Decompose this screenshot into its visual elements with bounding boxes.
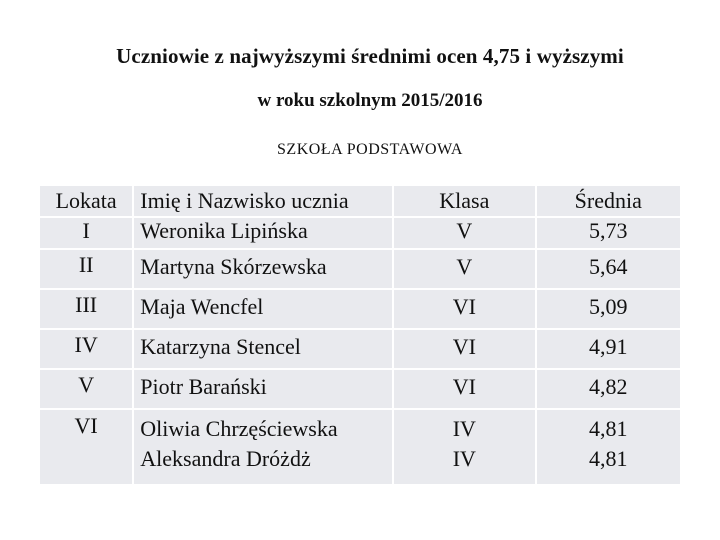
cell-class-line: VI (452, 374, 476, 399)
header-average: Średnia (537, 186, 680, 216)
cell-average-line: 4,91 (589, 334, 628, 359)
cell-class (394, 250, 534, 288)
cell-name-line: Weronika Lipińska (140, 218, 308, 243)
cell-name-line: Martyna Skórzewska (140, 254, 327, 279)
table-row (40, 290, 680, 328)
table-body (40, 218, 680, 484)
cell-average (537, 290, 680, 328)
cell-average (537, 218, 680, 248)
table-row (40, 370, 680, 408)
results-table (38, 184, 682, 486)
cell-rank: IV (40, 330, 132, 368)
table-header-row (40, 186, 680, 216)
cell-class-line: VI (452, 294, 476, 319)
cell-class (394, 218, 534, 248)
header-name: Imię i Nazwisko ucznia (134, 186, 392, 216)
page-subtitle-year: w roku szkolnym 2015/2016 (257, 90, 483, 111)
table-row (40, 250, 680, 288)
cell-name-line: Oliwia Chrzęściewska (140, 416, 338, 441)
header-rank: Lokata (40, 186, 132, 216)
cell-average (537, 370, 680, 408)
cell-class-line: V (456, 218, 473, 243)
cell-average-line: 4,82 (589, 374, 628, 399)
cell-class (394, 290, 534, 328)
cell-class-line: VI (452, 334, 476, 359)
cell-class (394, 410, 534, 484)
page-title: Uczniowie z najwyższymi średnimi ocen 4,75 i wyższymi (116, 44, 624, 68)
cell-class-line: V (456, 254, 473, 279)
cell-rank: III (40, 290, 132, 328)
cell-name-line: Piotr Barański (140, 374, 267, 399)
table-row (40, 410, 680, 484)
cell-average-line: 5,64 (589, 254, 628, 279)
cell-average-line: 5,73 (589, 218, 628, 243)
cell-average-line: 5,09 (589, 294, 628, 319)
cell-name (134, 290, 392, 328)
cell-class (394, 330, 534, 368)
cell-name-line: Maja Wencfel (140, 294, 264, 319)
cell-class-line: IV (452, 446, 476, 471)
cell-rank: V (40, 370, 132, 408)
cell-name-line: Katarzyna Stencel (140, 334, 301, 359)
cell-name (134, 218, 392, 248)
cell-name (134, 410, 392, 484)
cell-class-line: IV (452, 416, 476, 441)
cell-name (134, 330, 392, 368)
cell-average (537, 330, 680, 368)
cell-average-line: 4,81 (589, 446, 628, 471)
cell-name-line: Aleksandra Dróżdż (140, 446, 311, 471)
cell-rank: II (40, 250, 132, 288)
cell-name (134, 250, 392, 288)
table-row (40, 218, 680, 248)
cell-average (537, 250, 680, 288)
cell-name (134, 370, 392, 408)
cell-average-line: 4,81 (589, 416, 628, 441)
cell-rank: I (40, 218, 132, 248)
table-row (40, 330, 680, 368)
cell-rank: VI (40, 410, 132, 484)
cell-class (394, 370, 534, 408)
school-label: SZKOŁA PODSTAWOWA (277, 141, 463, 158)
header-class: Klasa (394, 186, 534, 216)
cell-average (537, 410, 680, 484)
